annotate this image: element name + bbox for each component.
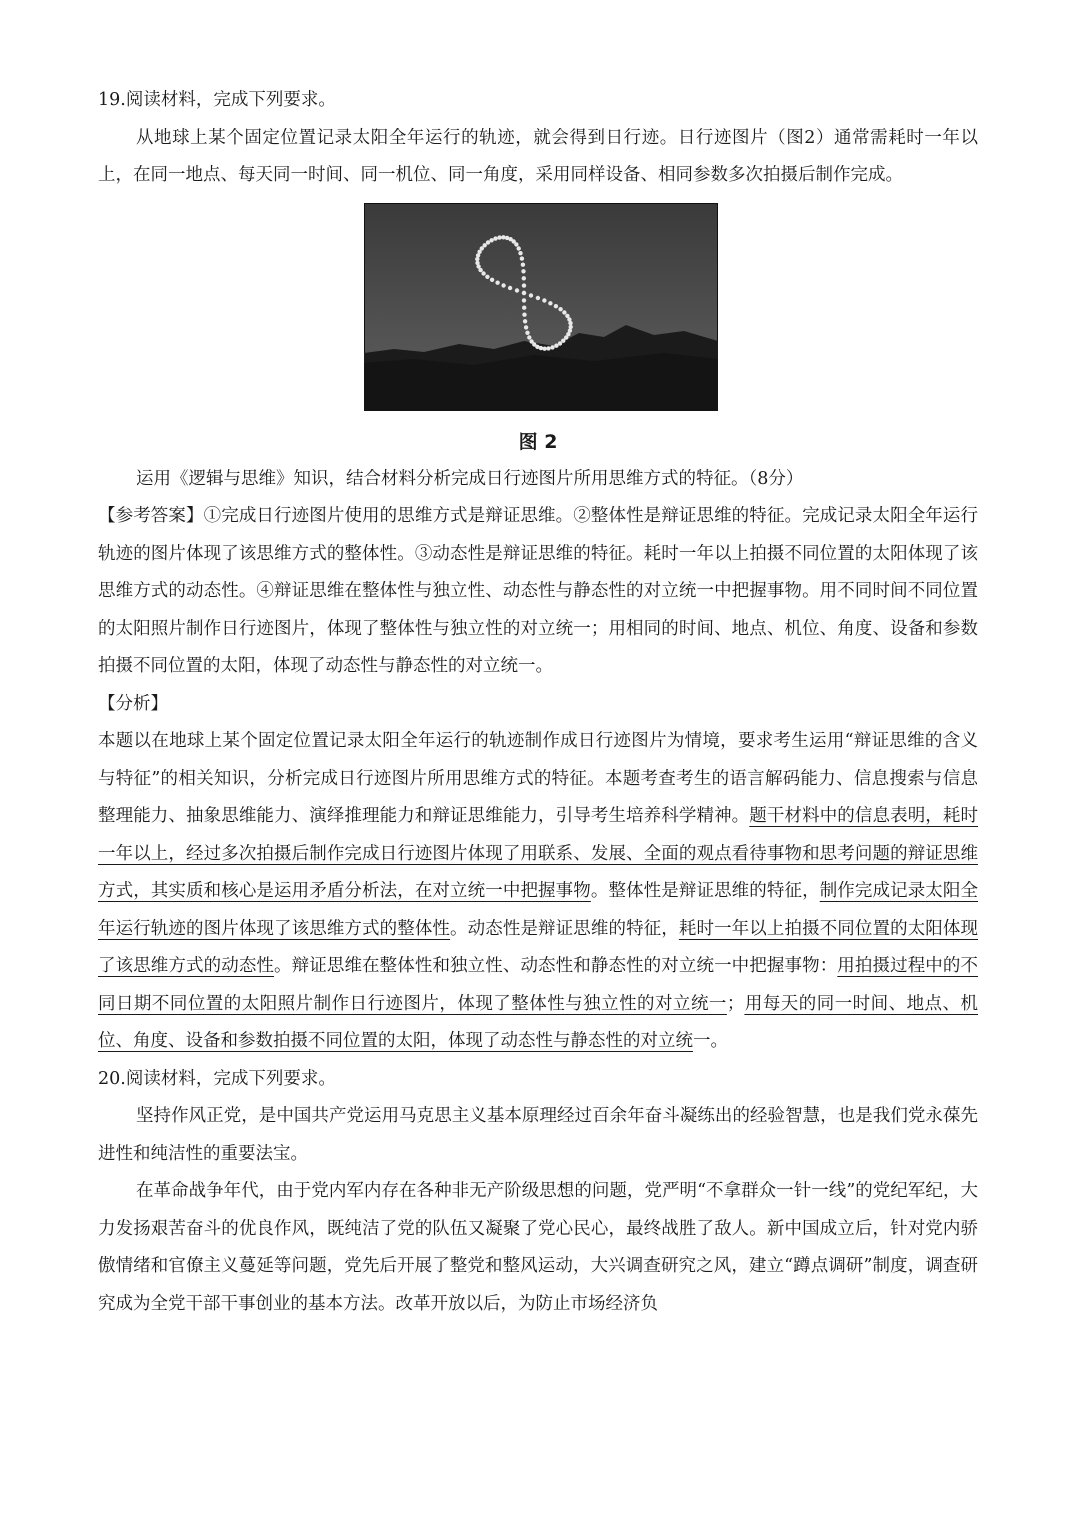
sun-dot (554, 304, 558, 308)
sun-dot (508, 285, 512, 289)
sun-dot (514, 242, 518, 246)
sun-dot (527, 335, 531, 339)
analysis-text-3: 。动态性是辩证思维的特征， (450, 918, 679, 939)
sun-dot (569, 324, 573, 328)
sun-dot (493, 236, 497, 240)
q20-title: 20.阅读材料，完成下列要求。 (98, 1068, 336, 1089)
sun-dot (523, 319, 527, 323)
answer-label: 【参考答案】 (98, 506, 204, 526)
sun-dot (542, 346, 546, 350)
sun-dot (521, 269, 525, 273)
document-page (98, 82, 978, 1323)
figure-2 (98, 203, 978, 461)
analysis-label: 【分析】 (98, 693, 168, 714)
analysis-underline-1: 题干材料中的信息表明，耗时一年以上，经过多次拍摄后制作完成日行迹图片体现了用联系、发展、全面的观点看待事物和思考问题的辩证思维方式，其实质和核心是运用矛盾分析法，在对立统一中把握事物 (98, 806, 979, 901)
q19-analysis (98, 723, 978, 1061)
analysis-text-1: 本题以在地球上某个固定位置记录太阳全年运行的轨迹制作成日行迹图片为情境，要求考生运用“辩证思维的含义与特征”的相关知识，分析完成日行迹图片所用思维方式的特征。本题考查考生的语言解码能力、信息搜索与信息整理能力、抽象思维能力、演绎推理能力和辩证思维能力，引导考生培养科学精神。 (98, 731, 978, 826)
sun-dot (517, 246, 521, 250)
sun-dot (558, 307, 562, 311)
answer-text: ①完成日行迹图片使用的思维方式是辩证思维。②整体性是辩证思维的特征。完成记录太阳全年运行轨迹的图片体现了该思维方式的整体性。③动态性是辩证思维的特征。耗时一年以上拍摄不同位置的太阳体现了该思维方式的动态性。④辩证思维在整体性与独立性、动态性与静态性的对立统一中把握事物。用不同时间不同位置的太阳照片制作日行迹图片，体现了整体性与独立性的对立统一；用相同的时间、地点、机位、角度、设备和参数拍摄不同位置的太阳，体现了动态性与静态性的对立统一。 (98, 506, 979, 676)
sun-dot (522, 283, 526, 287)
sun-dot (475, 256, 479, 260)
sun-dot (546, 346, 550, 350)
sun-dot (481, 271, 485, 275)
sun-dot (518, 251, 522, 255)
sun-dot (529, 293, 533, 297)
sun-dot (521, 262, 525, 266)
sun-dot (489, 238, 493, 242)
analysis-underline-5: 用每天的同一时间、地点、机位、角度、设备和参数拍摄不同位置的太阳，体现了动态性与静态性的对立统 (98, 993, 978, 1051)
sun-analemma-photo (364, 203, 718, 411)
sun-dot (524, 325, 528, 329)
q19-answer (98, 498, 978, 686)
sun-dot (525, 330, 529, 334)
sun-dot (522, 290, 526, 294)
analysis-underline-4: 用拍摄过程中的不同日期不同位置的太阳照片制作日行迹图片，体现了整体性与独立性的对立统一 (98, 956, 979, 1014)
sun-dot (522, 312, 526, 316)
q20-para-2: 在革命战争年代，由于党内军内存在各种非无产阶级思想的问题，党严明“不拿群众一针一线”的党纪军纪，大力发扬艰苦奋斗的优良作风，既纯洁了党的队伍又凝聚了党心民心，最终战胜了敌人。新中国成立后，针对党内骄傲情绪和官僚主义蔓延等问题，党先后开展了整党和整风运动，大兴调查研究之风，建立“蹲点调研”制度，调查研究成为全党干部干事创业的基本方法。改革开放以后，为防止市场经济负 (98, 1181, 978, 1314)
q19-title: 19.阅读材料，完成下列要求。 (98, 90, 336, 110)
sun-dot (568, 328, 572, 332)
sun-dot (522, 276, 526, 280)
analysis-underline-3: 耗时一年以上拍摄不同位置的太阳体现了该思维方式的动态性 (98, 918, 979, 976)
figure-caption: 图 2 (518, 430, 558, 453)
sun-dot (520, 256, 524, 260)
sun-dot (515, 288, 519, 292)
sun-dot (550, 345, 554, 349)
sun-dot (485, 274, 489, 278)
analysis-underline-2: 制作完成记录太阳全年运行轨迹的图片体现了该思维方式的整体性 (98, 881, 979, 939)
analysis-text-2: 。整体性是辩证思维的特征， (590, 881, 820, 901)
sun-dot (497, 235, 501, 239)
sun-dot (565, 313, 569, 317)
sun-dot (483, 243, 487, 247)
q19-question: 运用《逻辑与思维》知识，结合材料分析完成日行迹图片所用思维方式的特征。（8分） (136, 468, 804, 489)
sun-dot (475, 260, 479, 264)
sun-dot (562, 310, 566, 314)
q20-para-1: 坚持作风正党，是中国共产党运用马克思主义基本原理经过百余年奋斗凝练出的经验智慧，也是我们党永葆先进性和纯洁性的重要法宝。 (98, 1106, 978, 1164)
analysis-text-4: 。辩证思维在整体性和独立性、动态性和静态性的对立统一中把握事物： (274, 956, 838, 976)
sun-dot (495, 280, 499, 284)
sun-dot (522, 298, 526, 302)
sun-dot (548, 301, 552, 305)
q19-material: 从地球上某个固定位置记录太阳全年运行的轨迹，就会得到日行迹。日行迹图片（图2）通常需耗时一年以上，在同一地点、每天同一时间、同一机位、同一角度，采用同样设备、相同参数多次拍摄后制作完成。 (98, 127, 978, 185)
sun-dot (501, 283, 505, 287)
sun-dot (536, 295, 540, 299)
sun-dot (542, 298, 546, 302)
sun-dot (539, 345, 543, 349)
analysis-text-6: 一。 (693, 1031, 728, 1051)
analysis-text-5: ； (726, 993, 745, 1014)
sun-dot (501, 235, 505, 239)
sun-dot (522, 305, 526, 309)
sun-dot (490, 277, 494, 281)
